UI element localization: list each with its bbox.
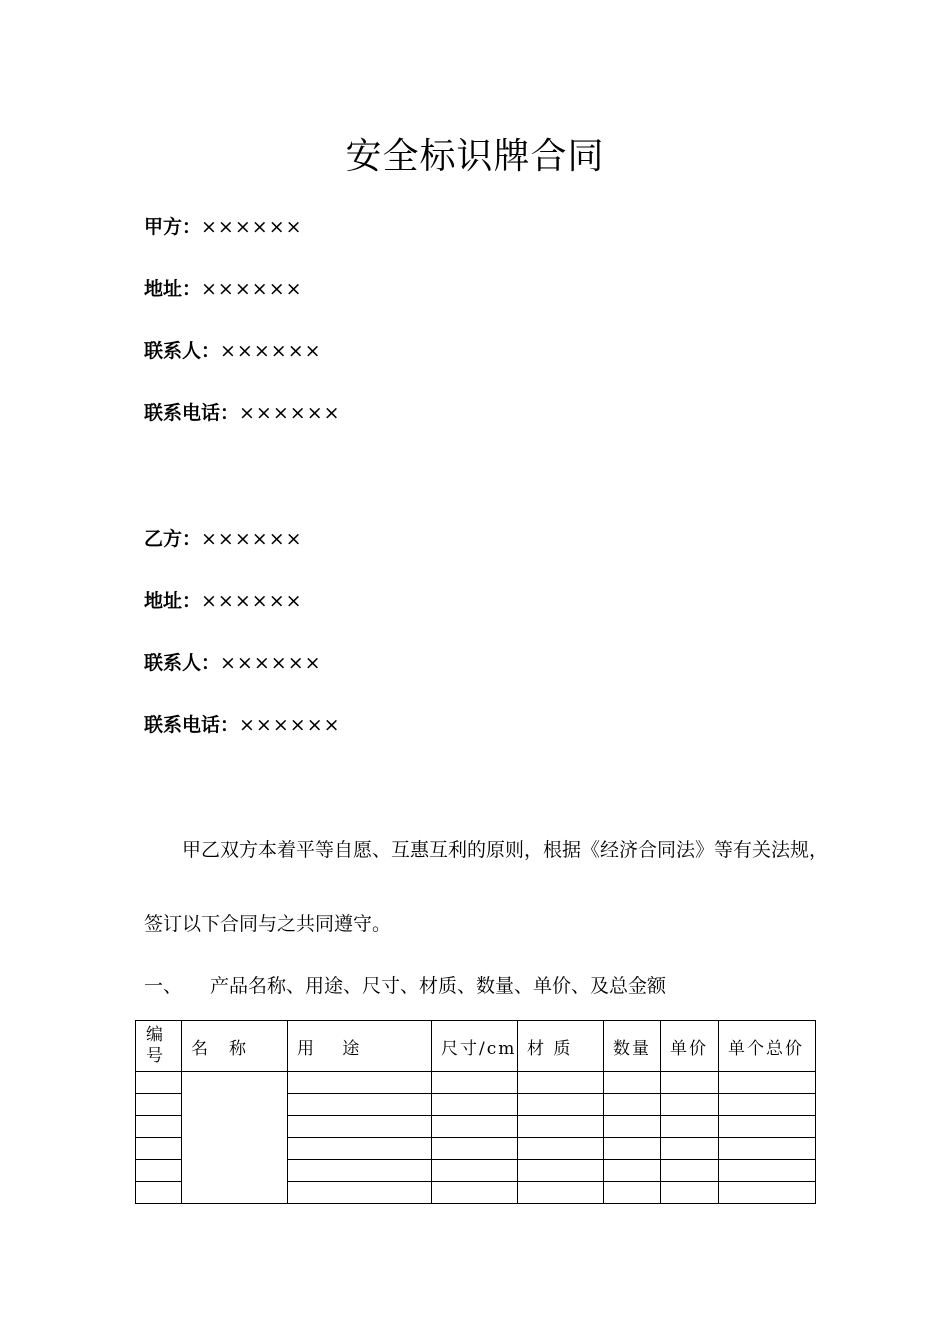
table-header-row xyxy=(136,1021,816,1072)
table-cell xyxy=(518,1072,604,1094)
name-merged-cell xyxy=(182,1072,288,1204)
table-cell xyxy=(719,1116,816,1138)
table-cell xyxy=(518,1094,604,1116)
party-a-contact-line xyxy=(144,336,322,363)
party-a-address-value: ×××××× xyxy=(201,278,303,300)
table-cell xyxy=(288,1116,432,1138)
table-cell xyxy=(518,1160,604,1182)
table-cell xyxy=(661,1116,719,1138)
header-unit-price: 单价 xyxy=(661,1021,719,1072)
table-cell xyxy=(719,1138,816,1160)
party-b-name-line xyxy=(144,524,303,551)
table-cell xyxy=(604,1160,661,1182)
table-cell xyxy=(604,1138,661,1160)
table-cell xyxy=(719,1094,816,1116)
table-cell xyxy=(136,1182,182,1204)
table-cell xyxy=(518,1138,604,1160)
table-cell xyxy=(719,1072,816,1094)
table-cell xyxy=(518,1116,604,1138)
section-1-number: 一、 xyxy=(144,975,183,997)
party-b-label: 乙方： xyxy=(144,528,202,550)
table-cell xyxy=(136,1116,182,1138)
goods-table xyxy=(135,1020,816,1204)
table-cell xyxy=(719,1182,816,1204)
table-cell xyxy=(518,1182,604,1204)
section-1-text: 产品名称、用途、尺寸、材质、数量、单价、及总金额 xyxy=(210,975,667,997)
party-a-value: ×××××× xyxy=(201,216,303,238)
table-cell xyxy=(661,1182,719,1204)
table-cell xyxy=(661,1094,719,1116)
intro-paragraph-line-1: 甲乙双方本着平等自愿、互惠互利的原则，根据《经济合同法》等有关法规， xyxy=(182,839,829,861)
table-cell xyxy=(604,1094,661,1116)
table-cell xyxy=(661,1160,719,1182)
party-a-phone-line xyxy=(144,398,341,425)
party-b-address-line xyxy=(144,586,303,613)
table-cell xyxy=(432,1094,518,1116)
table-cell xyxy=(432,1072,518,1094)
party-a-phone-label: 联系电话： xyxy=(144,402,240,424)
table-cell xyxy=(604,1116,661,1138)
table-cell xyxy=(432,1116,518,1138)
party-b-contact-value: ×××××× xyxy=(220,652,322,674)
header-name: 名 称 xyxy=(182,1021,288,1072)
party-a-address-line xyxy=(144,274,303,301)
party-a-contact-value: ×××××× xyxy=(220,340,322,362)
header-item-total: 单个总价 xyxy=(719,1021,816,1072)
table-row xyxy=(136,1072,816,1094)
party-a-phone-value: ×××××× xyxy=(239,402,341,424)
party-b-phone-line xyxy=(144,710,341,737)
table-cell xyxy=(719,1160,816,1182)
section-1-heading xyxy=(144,971,666,998)
party-b-contact-label: 联系人： xyxy=(144,652,221,674)
table-cell xyxy=(136,1094,182,1116)
party-b-contact-line xyxy=(144,648,322,675)
party-b-address-value: ×××××× xyxy=(201,590,303,612)
party-b-phone-label: 联系电话： xyxy=(144,714,240,736)
intro-paragraph-line-2: 签订以下合同与之共同遵守。 xyxy=(144,913,392,935)
party-a-contact-label: 联系人： xyxy=(144,340,221,362)
document-title: 安全标识牌合同 xyxy=(345,136,605,177)
header-material: 材 质 xyxy=(518,1021,604,1072)
table-cell xyxy=(288,1182,432,1204)
party-b-value: ×××××× xyxy=(201,528,303,550)
party-a-name-line xyxy=(144,212,303,239)
party-a-address-label: 地址： xyxy=(144,278,202,300)
party-b-address-label: 地址： xyxy=(144,590,202,612)
party-a-label: 甲方： xyxy=(144,216,202,238)
table-cell xyxy=(432,1160,518,1182)
table-cell xyxy=(288,1138,432,1160)
table-cell xyxy=(288,1160,432,1182)
table-cell xyxy=(661,1138,719,1160)
table-cell xyxy=(136,1160,182,1182)
header-usage: 用 途 xyxy=(288,1021,432,1072)
table-cell xyxy=(604,1182,661,1204)
table-cell xyxy=(661,1072,719,1094)
table-cell xyxy=(604,1072,661,1094)
table-cell xyxy=(136,1072,182,1094)
table-cell xyxy=(432,1138,518,1160)
table-cell xyxy=(288,1094,432,1116)
header-number: 编号 xyxy=(136,1021,182,1072)
header-size: 尺寸/cm xyxy=(432,1021,518,1072)
party-b-phone-value: ×××××× xyxy=(239,714,341,736)
table-cell xyxy=(288,1072,432,1094)
table-cell xyxy=(136,1138,182,1160)
header-quantity: 数量 xyxy=(604,1021,661,1072)
table-cell xyxy=(432,1182,518,1204)
